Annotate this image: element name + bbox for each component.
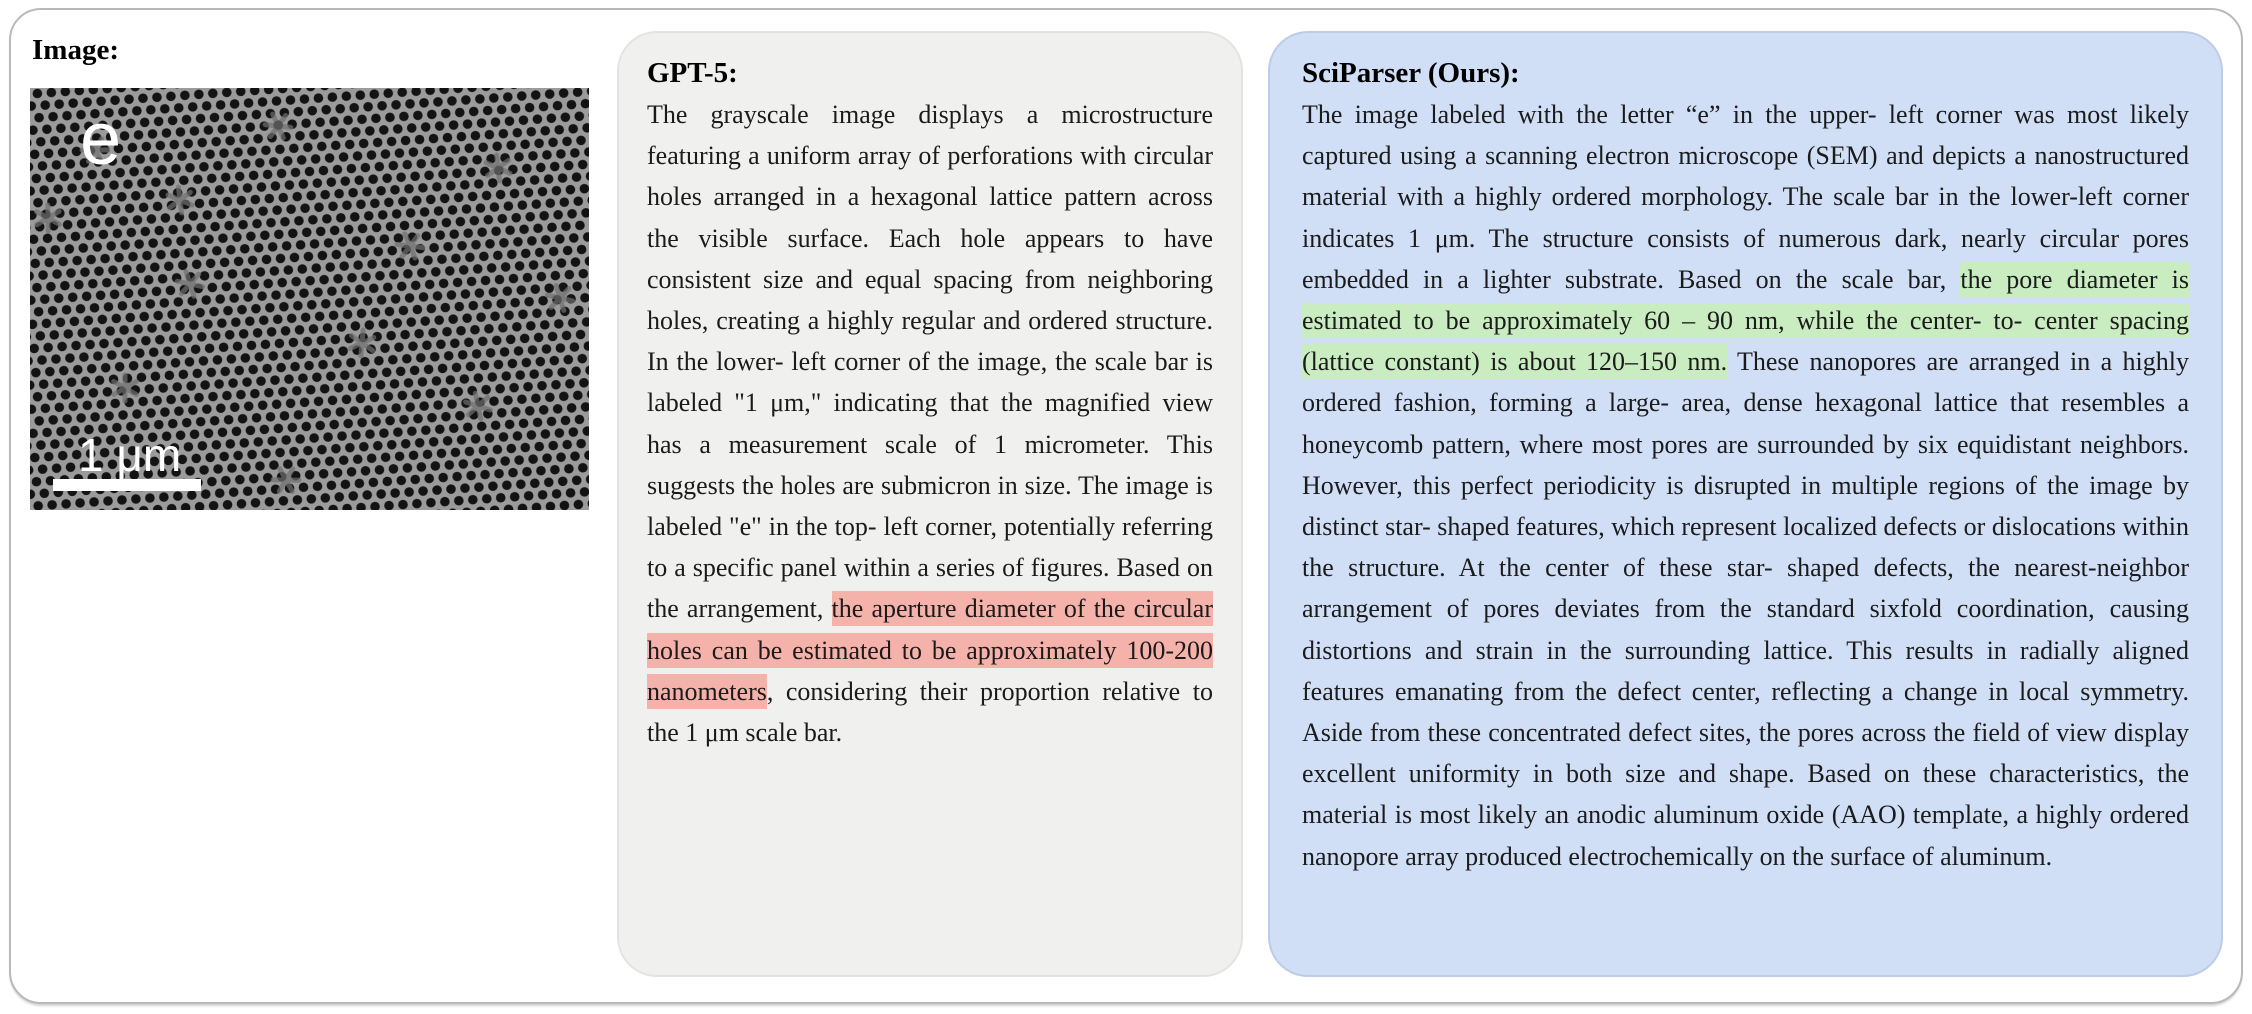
gpt5-panel-title: GPT-5:: [647, 57, 738, 89]
gpt5-text-after: , considering their proportion relative to the 1 μm scale bar.: [647, 676, 1213, 748]
image-panel-label: Image:: [32, 34, 119, 66]
sciparser-panel-title: SciParser (Ours):: [1302, 57, 1520, 89]
sciparser-answer-panel: [1268, 31, 2223, 977]
gpt5-answer-panel: [617, 31, 1243, 977]
sciparser-text-before: The image labeled with the letter “e” in the upper- left corner was most likely captured using a scanning electron microscope (SEM) and depicts a nanostructured material with a highly ordered morphology. The scale bar in the lower-left corner indicates 1 μm. The structure consists of numerous dark, nearly circular pores embedded in a lighter substrate. Based on the scale bar,: [1302, 100, 2189, 294]
sem-micrograph: [30, 88, 589, 510]
sciparser-panel-text: [1302, 94, 2189, 877]
sciparser-correct-highlight: the pore diameter is estimated to be approximately 60 – 90 nm, while the center- to- center spacing (lattice constant) is about 120–150 nm.: [1302, 262, 2189, 379]
sem-scale-bar-label: 1 μm: [78, 429, 182, 481]
gpt5-panel-text: [647, 94, 1213, 753]
sem-micrograph-svg: [30, 88, 589, 510]
gpt5-error-highlight: the aperture diameter of the circular holes can be estimated to be approximately 100-200 nanometers: [647, 591, 1213, 708]
gpt5-text-before: The grayscale image displays a microstructure featuring a uniform array of perforations with circular holes arranged in a hexagonal lattice pattern across the visible surface. Each hole appears to have consistent size and equal spacing from neighboring holes, creating a highly regular and ordered structure. In the lower- left corner of the image, the scale bar is labeled "1 μm," indicating that the magnified view has a measurement scale of 1 micrometer. This suggests the holes are submicron in size. The image is labeled "e" in the top- left corner, potentially referring to a specific panel within a series of figures. Based on the arrangement,: [647, 100, 1213, 624]
sciparser-text-after: These nanopores are arranged in a highly ordered fashion, forming a large- area, dense hexagonal lattice that resembles a honeycomb pattern, where most pores are surrounded by six equidistant neighbors. However, this perfect periodicity is disrupted in multiple regions of the image by distinct star- shaped features, which represent localized defects or dislocations within the structure. At the center of these star- shaped defects, the nearest-neighbor arrangement of pores deviates from the standard sixfold coordination, causing distortions and strain in the surrounding lattice. This results in radially aligned features emanating from the defect center, reflecting a change in local symmetry. Aside from these concentrated defect sites, the pores across the field of view display excellent uniformity in both size and shape. Based on these characteristics, the material is most likely an anodic aluminum oxide (AAO) template, a highly ordered nanopore array produced electrochemically on the surface of aluminum.: [1302, 347, 2189, 871]
sem-panel-letter: e: [80, 97, 122, 180]
